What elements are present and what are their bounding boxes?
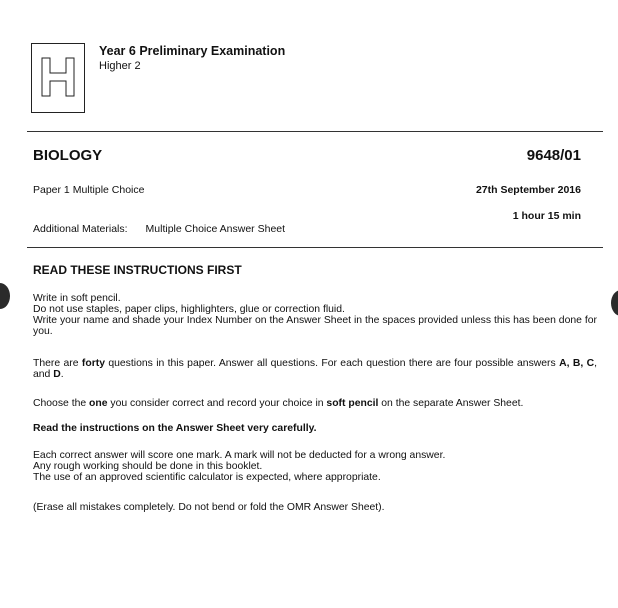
instruction-line: (Erase all mistakes completely. Do not bend or fold the OMR Answer Sheet). <box>33 502 385 513</box>
instruction-line: Write in soft pencil. <box>33 293 121 304</box>
instructions-heading: READ THESE INSTRUCTIONS FIRST <box>33 263 242 277</box>
exam-level: Higher 2 <box>99 60 141 72</box>
exam-date: 27th September 2016 <box>475 184 581 196</box>
materials-label: Additional Materials: <box>33 223 128 235</box>
instruction-line: The use of an approved scientific calculator is expected, where appropriate. <box>33 472 381 483</box>
bold-fragment: A, B, C <box>559 358 595 369</box>
text-fragment: . <box>60 369 64 380</box>
bold-fragment: forty <box>81 358 105 369</box>
instruction-line: Any rough working should be done in this booklet. <box>33 461 263 472</box>
h-logo-icon <box>41 57 75 97</box>
text-fragment: There are <box>33 358 82 369</box>
additional-materials <box>33 223 285 235</box>
instructions-block-choose <box>33 398 597 409</box>
bold-fragment: one <box>89 398 108 409</box>
paper-type: Paper 1 Multiple Choice <box>33 184 145 196</box>
binder-hole-right <box>611 290 618 316</box>
instruction-line: Write your name and shade your Index Number on the Answer Sheet in the spaces provided unless this has been done for you. <box>33 315 597 337</box>
text-fragment: , and <box>33 358 597 380</box>
text-fragment: on the separate Answer Sheet. <box>378 398 524 409</box>
binder-hole-left <box>0 283 10 309</box>
bold-fragment: D <box>53 369 61 380</box>
text-fragment: questions in this paper. Answer all questions. For each question there are four possible answers <box>104 358 560 369</box>
instructions-block-questions <box>33 358 597 380</box>
bold-fragment: soft pencil <box>326 398 379 409</box>
instruction-line: Do not use staples, paper clips, highlighters, glue or correction fluid. <box>33 304 345 315</box>
school-logo <box>31 43 85 113</box>
instructions-block-marks <box>33 450 597 483</box>
exam-title: Year 6 Preliminary Examination <box>99 44 286 58</box>
divider-bottom <box>27 247 603 248</box>
instructions-block-pencil <box>33 293 597 337</box>
divider-top <box>27 131 603 132</box>
instructions-block-answer-sheet <box>33 423 597 434</box>
text-fragment: you consider correct and record your choice in <box>107 398 327 409</box>
paper-code: 9648/01 <box>526 147 581 164</box>
exam-duration: 1 hour 15 min <box>512 210 581 222</box>
instructions-block-erase <box>33 502 597 513</box>
instruction-line: Each correct answer will score one mark. A mark will not be deducted for a wrong answer. <box>33 450 446 461</box>
text-fragment: Choose the <box>33 398 90 409</box>
materials-value: Multiple Choice Answer Sheet <box>145 223 286 235</box>
subject-title: BIOLOGY <box>33 147 103 164</box>
bold-instruction: Read the instructions on the Answer Sheet very carefully. <box>33 423 317 434</box>
